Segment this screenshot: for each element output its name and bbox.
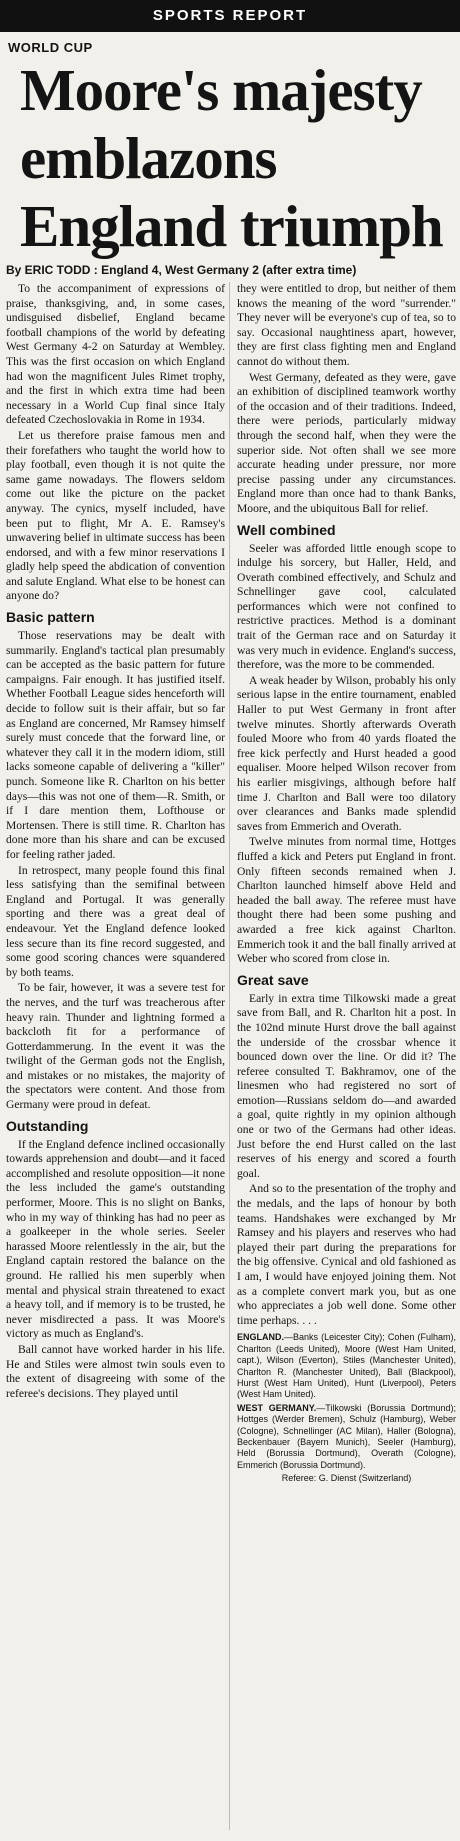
paragraph: West Germany, defeated as they were, gave an exhibition of disciplined teamwork worthy of the occasion and of their traditions. Indeed, there were periods, particularly midway through the second half, when they were the superior side. Not often shall we see more accurate heading under pressure, nor more precise passing under any circumstances. England more than once had to thank Banks, Moore, and the ubiquitous Ball for relief. [237, 370, 456, 515]
byline: By ERIC TODD : England 4, West Germany 2 (after extra time) [6, 263, 357, 277]
paragraph: Twelve minutes from normal time, Hottges fluffed a kick and Peters put England in front. Only fifteen seconds remained when J. Charlton launched himself above Held and headed the ball away. The referee must have thought there had been some pushing and awarded a free kick against Charlton. Emmerich took it and the ball finally arrived at Weber who scored from close in. [237, 835, 456, 966]
paragraph: If the England defence inclined occasionally towards apprehension and doubt—and it faced accomplished and resolute opposition—it none the less included the game's outstanding performer, Moore. This is no slight on Banks, who in my way of thinking has had no peer as a goalkeeper in the whole series. Seeler harassed Moore relentlessly in the air, but the England captain restored the balance on the ground. He rallied his men superbly when mental and physical strain threatened to exact a heavy toll, and if memory is to be trusted, he never misdirected a pass. It was Moore's victory as much as England's. [6, 1137, 225, 1341]
paragraph: Ball cannot have worked harder in his life. He and Stiles were almost twin souls even to the extent of disagreeing with some of the referee's decisions. They played until [6, 1342, 225, 1400]
subheading: Great save [237, 971, 309, 988]
germany-lineup [237, 1403, 456, 1471]
paragraph: Let us therefore praise famous men and their forefathers who taught the world how to play football, even though it is not quite the same game nowadays. The flowers seldom come out like the picture on the packet anyway. The cynics, myself included, have been put to flight, Mr A. E. Ramsey's unwavering belief in ultimate success has been endorsed, and with a few minor reservations I gladly help speed the abdication of convention and salute England. What else to be honest can anyone do? [6, 428, 225, 603]
england-players: —Banks (Leicester City); Cohen (Fulham), Charlton (Leeds United), Moore (West Ham United, capt.), Wilson (Everton), Stiles (Manchester United), Charlton R. (Manchester United), Ball (Blackpool), Hurst (West Ham United), Hunt (Liverpool), Peters (West Ham United). [237, 1332, 456, 1400]
germany-team-label: WEST GERMANY. [237, 1402, 317, 1413]
paragraph: To the accompaniment of expressions of praise, thanksgiving, and, in some cases, undisguised disbelief, England became football champions of the world by defeating West Germany 4-2 on Saturday at Wembley. This was the first occasion on which England had won the magnificent Jules Rimet trophy, and the first in which extra time had been necessary in a World Cup final since Italy defeated Czechoslovakia in Rome in 1934. [6, 282, 225, 427]
headline-line-2: emblazons [20, 125, 277, 191]
paragraph: In retrospect, many people found this final less satisfying than the semifinal between England and Portugal. It was generally sporting and there was a great deal of endeavour. Yet the England defence looked less secure than its fine record suggested, and some good scoring chances were squandered by both teams. [6, 863, 225, 979]
paragraph: And so to the presentation of the trophy and the medals, and the laps of honour by both teams. Handshakes were exchanged by Mr Ramsey and his players and reserves who had played their part during the preparations for the big offensive. Cynical and old fashioned as I am, I would have enjoyed joining them. Not as a complete convert mark you, but as one who appreciates a job well done. Some other time perhaps. . . . [237, 1182, 456, 1327]
paragraph: To be fair, however, it was a severe test for the nerves, and the turf was treacherous after heavy rain. Thunder and lightning formed a backcloth fit for a performance of Gotterdammerung. In the event it was the twilight of the German gods not the English, and mistakes or no mistakes, the majority of the spectators were content. And those from Germany were proud in defeat. [6, 981, 225, 1112]
paragraph: they were entitled to drop, but neither of them knows the meaning of the word "surrender." They never will be everyone's cup of tea, so to say. Occasional naughtiness apart, however, they are first class fighting men and England cannot do without them. [237, 282, 456, 368]
article-column-left [6, 282, 225, 1402]
subheading: Basic pattern [6, 609, 95, 626]
subheading: Well combined [237, 521, 336, 538]
banner-label: SPORTS REPORT [152, 7, 308, 24]
headline-line-3: England triumph [20, 193, 443, 259]
paragraph: Early in extra time Tilkowski made a great save from Ball, and R. Charlton hit a post. In the 102nd minute Hurst drove the ball against the underside of the crossbar whence it bounced down over the line. Or did it? The referee consulted T. Bakhramov, one of the linesmen who had registered no sort of emotion—Russians seldom do—and awarded a goal, quite rightly in my opinion although one or two of the Germans had other ideas. Just before the end Hurst called on the last reserves of his energy and scored a fourth goal. [237, 991, 456, 1180]
headline-line-1: Moore's majesty [20, 57, 422, 123]
paragraph: Those reservations may be dealt with summarily. England's tactical plan presumably can be accepted as the basic pattern for future campaigns. Fair enough. It has justified itself. Whether Football League sides henceforth will decide to follow suit is their affair, but so far as England are concerned, Mr Ramsey himself surely must concede that the forward line, or whatever they call it in the modern idiom, still lacks someone capable of delivering a "killer" punch. Someone like R. Charlton on his better days—this was not one of them—R. Smith, or if I dare mention them, Lofthouse or Mortensen. There is still time. R. Charlton has done more than his share and can be excused for feeling rather jaded. [6, 629, 225, 861]
kicker: WORLD CUP [8, 40, 93, 55]
headline [20, 56, 450, 260]
referee-line: Referee: G. Dienst (Switzerland) [281, 1473, 412, 1484]
paragraph: A weak header by Wilson, probably his only serious lapse in the entire tournament, enabled Haller to put West Germany in front after twelve minutes. Shortly afterwards Overath fouled Moore who from 40 yards floated the free kick perfectly and Hurst headed a good equaliser. Moore helped Wilson recover from his earlier misgivings, although before half time J. Charlton and Ball were too dilatory over clearances and Banks made splendid saves from Emmerich and Overath. [237, 673, 456, 833]
article-column-right [237, 282, 456, 1487]
team-lineups [237, 1332, 456, 1484]
article-column-right-body [237, 282, 456, 1328]
column-divider [229, 282, 230, 1830]
subheading: Outstanding [6, 1117, 89, 1134]
england-lineup [237, 1332, 456, 1400]
paragraph: Seeler was afforded little enough scope to indulge his sorcery, but Haller, Held, and Overath combined effectively, and Schulz and Schnellinger gave cool, calculated performances which were not confined to restrictive practices. Method is a dominant trait of the German race and on Saturday it was very much in evidence. England's success, therefore, was the more to be commended. [237, 541, 456, 672]
germany-players: —Tilkowski (Borussia Dortmund); Hottges (Werder Bremen), Schulz (Hamburg), Weber (Cologne), Schnellinger (AC Milan), Haller (Bologna), Beckenbauer (Bayern Munich), Seeler (Hamburg), Held (Borussia Dortmund), Overath (Cologne), Emmerich (Borussia Dortmund). [237, 1402, 456, 1470]
england-team-label: ENGLAND. [237, 1332, 284, 1343]
